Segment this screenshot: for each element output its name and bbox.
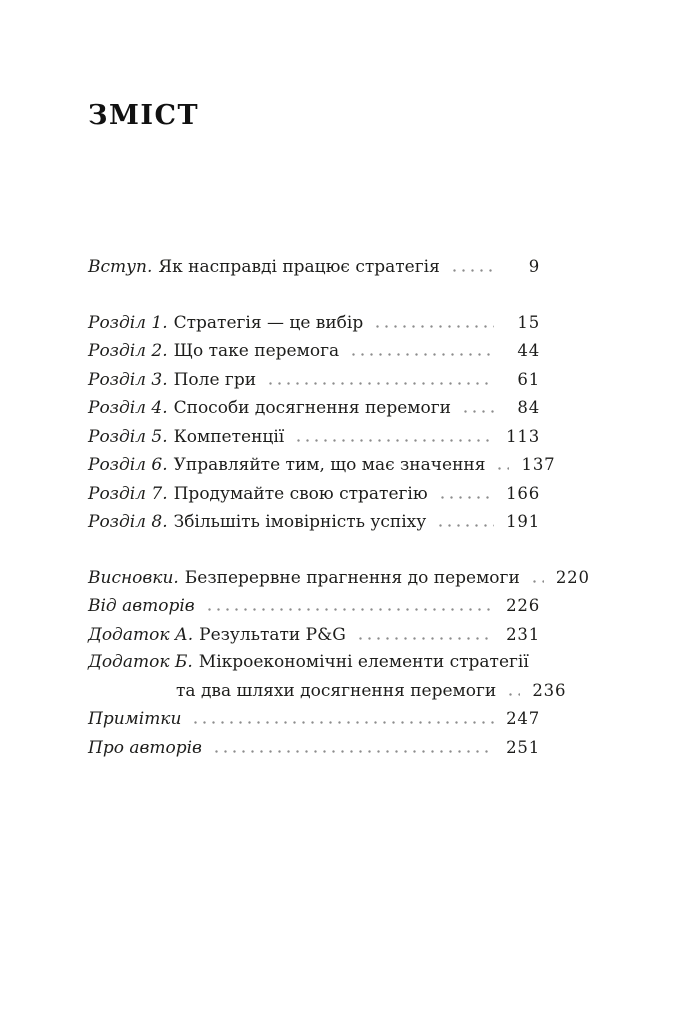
toc-leader-dots [349, 351, 494, 356]
toc-entry-prefix: Розділ 1. [88, 312, 168, 333]
toc-row [88, 309, 540, 338]
toc-page-number: 9 [528, 257, 540, 276]
toc-group [88, 309, 556, 537]
toc-entry-title: Збільшіть імовірність успіху [173, 512, 427, 532]
toc-row [88, 451, 556, 480]
toc-entry-prefix: Розділ 8. [88, 512, 168, 532]
toc-row [88, 592, 540, 621]
toc-leader-dots [191, 719, 494, 724]
toc-page-number: 137 [521, 455, 556, 474]
toc-entry-prefix: Розділ 5. [88, 426, 168, 447]
toc-entry-title: Безперервне прагнення до перемоги [184, 567, 520, 588]
toc-entry-title: Поле гри [173, 369, 257, 390]
toc-row [88, 734, 540, 763]
toc-entry-title: Стратегія — це вибір [173, 312, 364, 333]
toc-row [88, 480, 540, 509]
toc-entry-prefix: Примітки [88, 709, 182, 729]
toc-row [88, 564, 590, 593]
toc-page-number: 247 [506, 709, 540, 728]
toc-page-number: 113 [506, 426, 540, 446]
toc-page-number: 231 [506, 624, 540, 644]
toc-leader-dots [212, 748, 494, 753]
toc-row [88, 677, 567, 706]
toc-entry-prefix: Від авторів [88, 596, 195, 616]
toc-entry-title: Продумайте свою стратегію [173, 483, 428, 504]
toc-row [88, 423, 540, 452]
toc-row [88, 649, 540, 677]
toc-group [88, 253, 540, 282]
toc-entry-prefix: Розділ 4. [88, 398, 168, 418]
toc-leader-dots [294, 437, 494, 442]
toc-leader-dots [450, 267, 494, 272]
toc-entry-title: Результати P&G [199, 624, 346, 645]
toc-entry-title: Управляйте тим, що має значення [173, 455, 486, 475]
toc-entry-title: Компетенції [173, 426, 285, 447]
toc [88, 253, 590, 762]
toc-entry-prefix: Додаток А. [88, 624, 194, 645]
toc-leader-dots [506, 691, 520, 696]
toc-entry-prefix: Додаток Б. [88, 652, 193, 672]
page-title: ЗМІСТ [88, 100, 200, 131]
toc-entry-title: та два шляхи досягнення перемоги [176, 680, 497, 701]
toc-entry-prefix: Розділ 7. [88, 483, 168, 504]
toc-entry-title: Як насправді працює стратегія [158, 257, 440, 277]
toc-page-number: 220 [555, 567, 590, 587]
toc-page-number: 84 [517, 398, 540, 417]
toc-entry-title: Мікроекономічні елементи стратегії [198, 652, 529, 672]
toc-row [88, 366, 540, 395]
toc-entry-prefix: Розділ 3. [88, 369, 168, 390]
toc-group [88, 564, 590, 763]
toc-page-number: 226 [506, 596, 540, 615]
toc-page-number: 166 [506, 483, 540, 503]
toc-page-number: 61 [517, 369, 540, 389]
toc-leader-dots [205, 606, 494, 611]
toc-entry-prefix: Розділ 6. [88, 455, 168, 475]
toc-row [88, 337, 540, 366]
toc-page-number: 44 [517, 341, 540, 360]
toc-leader-dots [495, 465, 509, 470]
toc-page-number: 191 [506, 512, 540, 531]
toc-leader-dots [436, 522, 494, 527]
toc-entry-title: Способи досягнення перемоги [173, 398, 451, 418]
toc-entry-title: Що таке перемога [173, 341, 340, 361]
toc-row [88, 508, 540, 537]
toc-page-number: 236 [532, 680, 567, 700]
toc-row [88, 394, 540, 423]
toc-entry-prefix: Про авторів [88, 737, 202, 758]
toc-entry-prefix: Висновки. [88, 567, 179, 588]
toc-leader-dots [266, 380, 494, 385]
toc-leader-dots [373, 323, 494, 328]
toc-page-number: 15 [517, 312, 540, 332]
toc-row [88, 253, 540, 282]
toc-leader-dots [530, 578, 544, 583]
toc-entry-prefix: Розділ 2. [88, 341, 168, 361]
toc-leader-dots [461, 408, 494, 413]
toc-leader-dots [438, 494, 494, 499]
toc-entry-prefix: Вступ. [88, 257, 153, 277]
toc-page-number: 251 [506, 737, 540, 757]
toc-row [88, 621, 540, 650]
toc-row [88, 705, 540, 734]
toc-leader-dots [356, 635, 494, 640]
